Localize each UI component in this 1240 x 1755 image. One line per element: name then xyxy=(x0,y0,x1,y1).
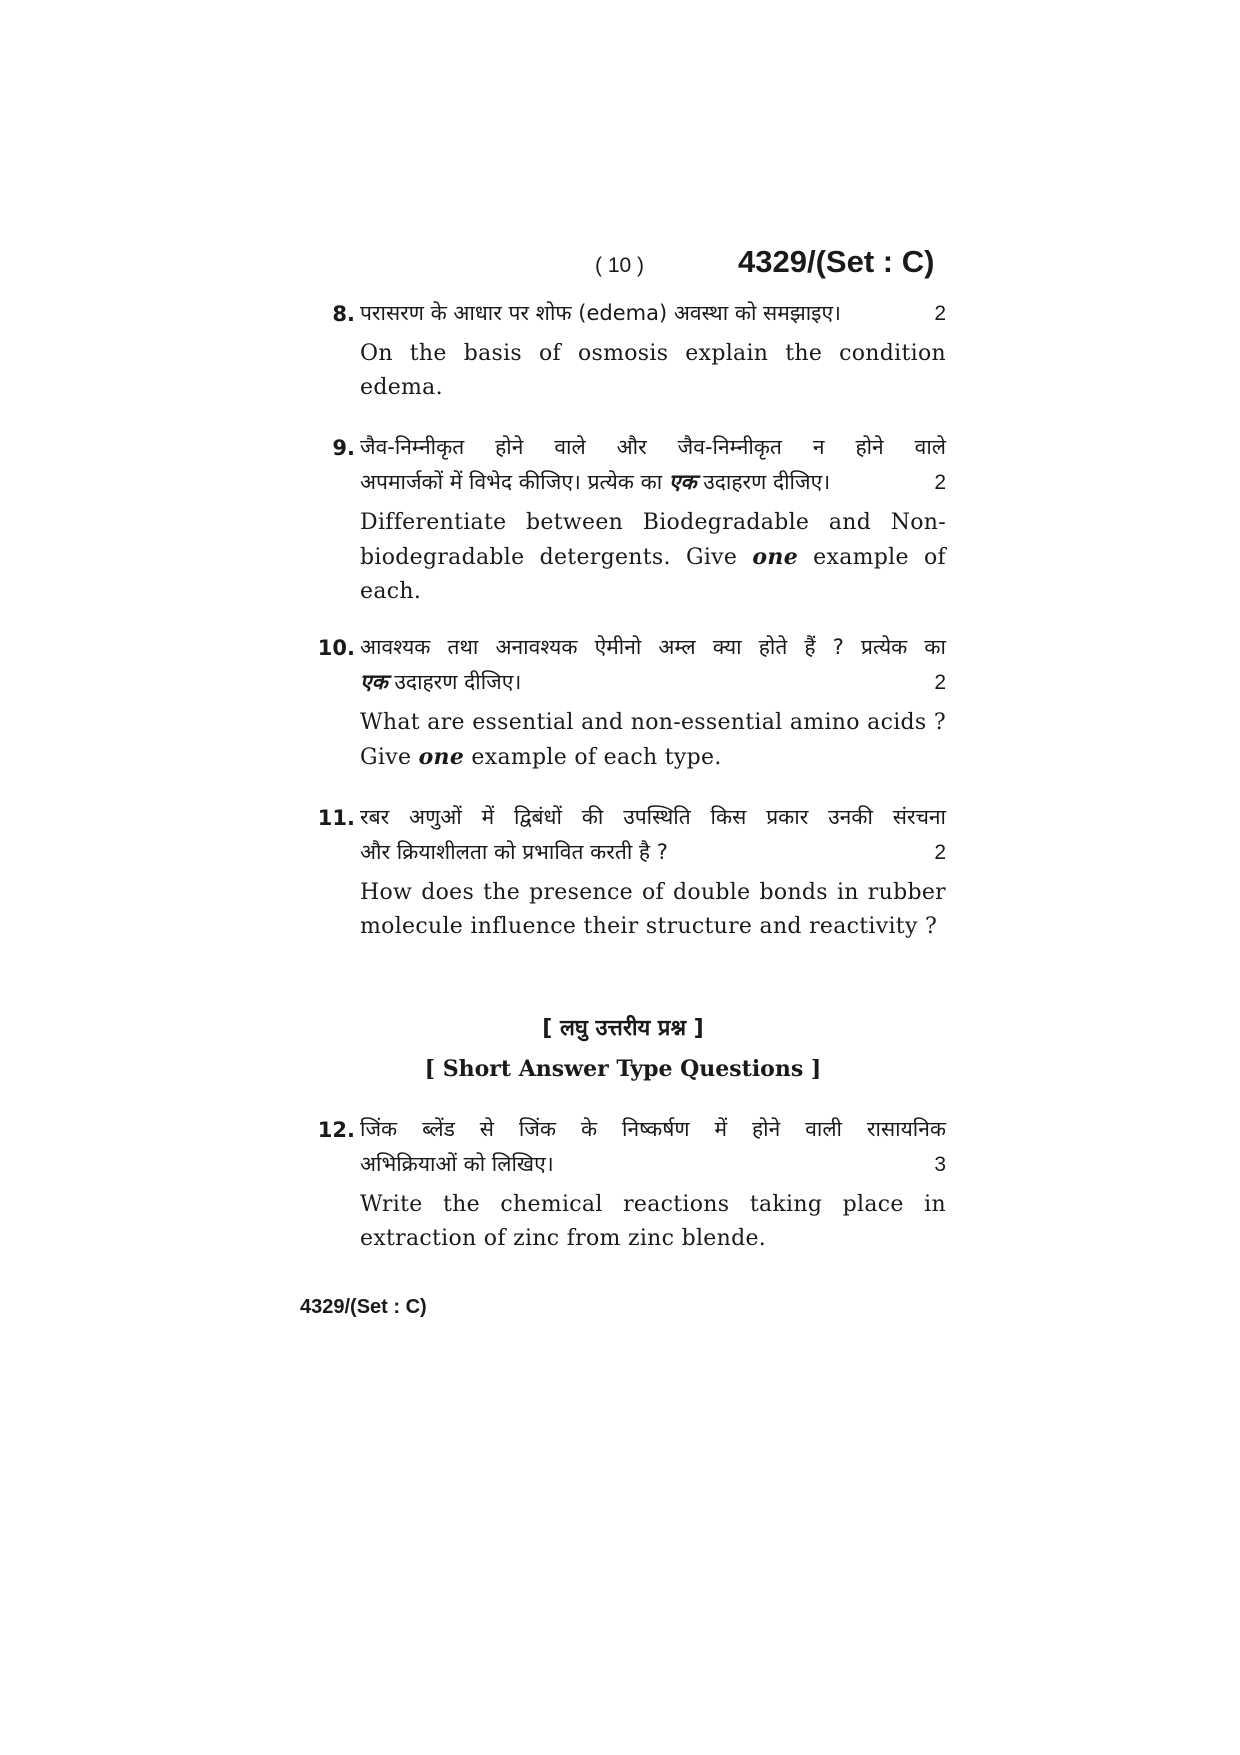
english-text-part: example of each. xyxy=(360,545,947,604)
marks: 2 xyxy=(934,671,946,694)
hindi-line: अभिक्रियाओं को लिखिए। xyxy=(360,1152,554,1176)
question-hindi-text xyxy=(360,1147,946,1182)
hindi-line: उदाहरण दीजिए। xyxy=(387,670,522,694)
question-hindi-text xyxy=(360,835,946,870)
english-emphasis: one xyxy=(418,744,465,770)
question-english-text xyxy=(360,706,946,775)
english-text-part: What are essential and non-essential amino acids ? Give xyxy=(360,710,946,770)
question-10 xyxy=(300,630,946,775)
question-english-text: Write the chemical reactions taking place in extraction of zinc from zinc blende. xyxy=(360,1192,946,1251)
question-english-text xyxy=(360,506,946,609)
question-hindi-text xyxy=(360,1112,946,1147)
hindi-line: और क्रियाशीलता को प्रभावित करती है ? xyxy=(360,840,668,864)
question-number: 11. xyxy=(317,806,355,830)
hindi-line: रबर अणुओं में द्विबंधों की उपस्थिति किस प्रकार उनकी संरचना xyxy=(360,805,946,829)
question-11 xyxy=(300,800,946,944)
page-number: ( 10 ) xyxy=(595,254,645,277)
english-emphasis: one xyxy=(752,544,798,570)
question-8 xyxy=(300,296,946,405)
question-hindi-text xyxy=(360,665,946,700)
question-english-text: On the basis of osmosis explain the condition edema. xyxy=(360,341,946,400)
marks: 3 xyxy=(934,1153,946,1176)
paper-code-header: 4329/(Set : C) xyxy=(738,244,935,279)
hindi-line: उदाहरण दीजिए। xyxy=(696,470,831,494)
question-number: 12. xyxy=(317,1118,355,1142)
question-number: 9. xyxy=(332,436,355,460)
hindi-emphasis: एक xyxy=(668,470,697,494)
question-12 xyxy=(300,1112,946,1256)
english-text-part: example of each type. xyxy=(464,745,722,770)
section-title-hindi: [ लघु उत्तरीय प्रश्न ] xyxy=(542,1016,704,1041)
question-number: 8. xyxy=(332,302,355,326)
section-title-english: [ Short Answer Type Questions ] xyxy=(424,1056,822,1082)
question-hindi-text xyxy=(360,630,946,665)
question-hindi-text xyxy=(360,430,946,465)
paper-code-footer: 4329/(Set : C) xyxy=(300,1296,427,1318)
question-hindi-text xyxy=(360,800,946,835)
hindi-line: आवश्यक तथा अनावश्यक ऐमीनो अम्ल क्या होते हैं ? प्रत्येक का xyxy=(360,635,946,659)
marks: 2 xyxy=(934,841,946,864)
hindi-line: अपमार्जकों में विभेद कीजिए। प्रत्येक का xyxy=(360,470,669,494)
marks: 2 xyxy=(934,471,946,494)
hindi-line: जैव-निम्नीकृत होने वाले और जैव-निम्नीकृत न होने वाले xyxy=(360,435,946,459)
english-text-part: Differentiate between Biodegradable and Non-biodegradable detergents. Give xyxy=(360,510,946,570)
question-english-text: How does the presence of double bonds in rubber molecule influence their structure and reactivity ? xyxy=(360,880,946,939)
marks: 2 xyxy=(934,302,946,325)
question-hindi-text xyxy=(360,465,946,500)
hindi-emphasis: एक xyxy=(360,670,388,694)
hindi-line: परासरण के आधार पर शोफ (edema) अवस्था को समझाइए। xyxy=(360,301,842,325)
question-number: 10. xyxy=(317,636,355,660)
question-9 xyxy=(300,430,946,609)
question-hindi-text xyxy=(360,296,946,331)
hindi-line: जिंक ब्लेंड से जिंक के निष्कर्षण में होने वाली रासायनिक xyxy=(360,1117,946,1141)
